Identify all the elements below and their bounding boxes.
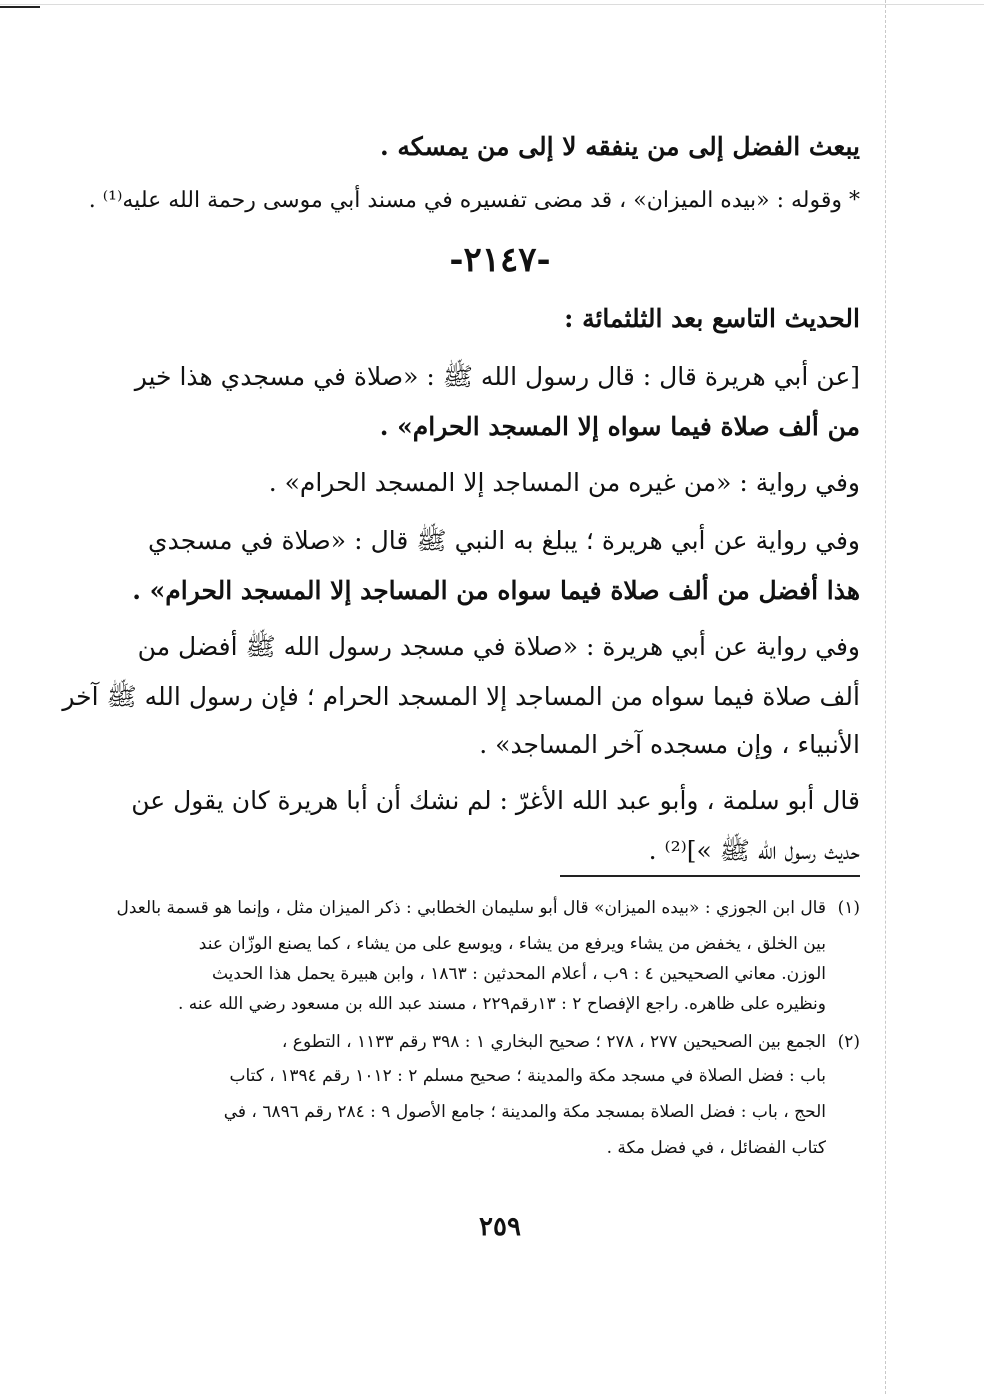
footnote-text: بين الخلق ، يخفض من يشاء ويرفع من يشاء ، ويوسع على من يشاء ، كما يصنع الوزّان عند: [198, 934, 826, 954]
footnote-line: [148, 1134, 860, 1162]
text-line: [عن أبي هريرة قال : قال رسول الله ﷺ : «صلاة في مسجدي هذا خير: [134, 362, 860, 391]
text-line: يبعث الفضل إلى من ينفقه لا إلى من يمسكه .: [380, 132, 860, 161]
footnote-line: [148, 1028, 860, 1056]
footnote-text: ونظيره على ظاهره. راجع الإفصاح ٢ : ١٣رقم٢٢٩ ، مسند عبد الله بن مسعود رضي الله عنه .: [177, 994, 826, 1014]
text-line: الأنبياء ، وإن مسجده آخر المساجد» .: [479, 730, 860, 759]
footnote-line: [148, 990, 860, 1018]
footnote-text: قال ابن الجوزي : «بيده الميزان» قال أبو سليمان الخطابي : ذكر الميزان مثل ، وإنما هو قسمة بالعدل: [116, 898, 826, 918]
footnote-text: الحج ، باب : فضل الصلاة بمسجد مكة والمدينة ؛ جامع الأصول ٩ : ٢٨٤ رقم ٦٨٩٦ ، في: [223, 1102, 826, 1122]
scan-edge-dots: [885, 0, 886, 1394]
footnote-line: [148, 1062, 860, 1090]
page-number: ٢٥٩: [479, 1212, 521, 1242]
text-line: وفي رواية : «من غيره من المساجد إلا المسجد الحرام» .: [268, 468, 860, 497]
text-line: ألف صلاة فيما سواه من المساجد إلا المسجد الحرام ؛ فإن رسول الله ﷺ آخر: [62, 682, 860, 711]
footnote-separator: [560, 875, 860, 877]
footnote-text: الجمع بين الصحيحين ٢٧٧ ، ٢٧٨ ؛ صحيح البخاري ١ : ٣٩٨ رقم ١١٣٣ ، التطوع ،: [281, 1032, 826, 1052]
text-line: حديث رسول الله ﷺ »]⁽²⁾ .: [648, 836, 860, 865]
text-line: من ألف صلاة فيما سواه إلا المسجد الحرام» .: [379, 412, 860, 441]
commentary-line: * وقوله : «بيده الميزان» ، قد مضى تفسيره في مسند أبي موسى رحمة الله عليه⁽¹⁾ .: [88, 188, 860, 213]
scan-corner-mark: [0, 6, 40, 11]
footnote-line: [148, 1098, 860, 1126]
footnote-text: باب : فضل الصلاة في مسجد مكة والمدينة ؛ صحيح مسلم ٢ : ١٠١٢ رقم ١٣٩٤ ، كتاب: [229, 1066, 826, 1086]
text-line: وفي رواية عن أبي هريرة ؛ يبلغ به النبي ﷺ قال : «صلاة في مسجدي: [148, 526, 860, 555]
text-line: وفي رواية عن أبي هريرة : «صلاة في مسجد رسول الله ﷺ أفضل من: [137, 632, 860, 661]
text-line: هذا أفضل من ألف صلاة فيما سواه من المساجد إلا المسجد الحرام» .: [132, 576, 860, 605]
footnote-line: [148, 960, 860, 988]
footnote-text: كتاب الفضائل ، في فضل مكة .: [606, 1138, 826, 1158]
footnote-line: [148, 930, 860, 958]
hadith-number: -٢١٤٧-: [449, 240, 551, 280]
footnote-text: الوزن. معاني الصحيحين ٤ : ٩ب ، أعلام المحدثين : ١٨٦٣ ، وابن هبيرة يحمل هذا الحديث: [211, 964, 826, 984]
book-page: [62, 0, 860, 1394]
footnote-number: (١): [837, 898, 860, 918]
footnote-line: [116, 894, 860, 922]
footnote-number: (٢): [837, 1032, 860, 1052]
text-line: قال أبو سلمة ، وأبو عبد الله الأغرّ : لم نشك أن أبا هريرة كان يقول عن: [131, 786, 860, 815]
hadith-heading: الحديث التاسع بعد الثلثمائة :: [564, 304, 860, 333]
